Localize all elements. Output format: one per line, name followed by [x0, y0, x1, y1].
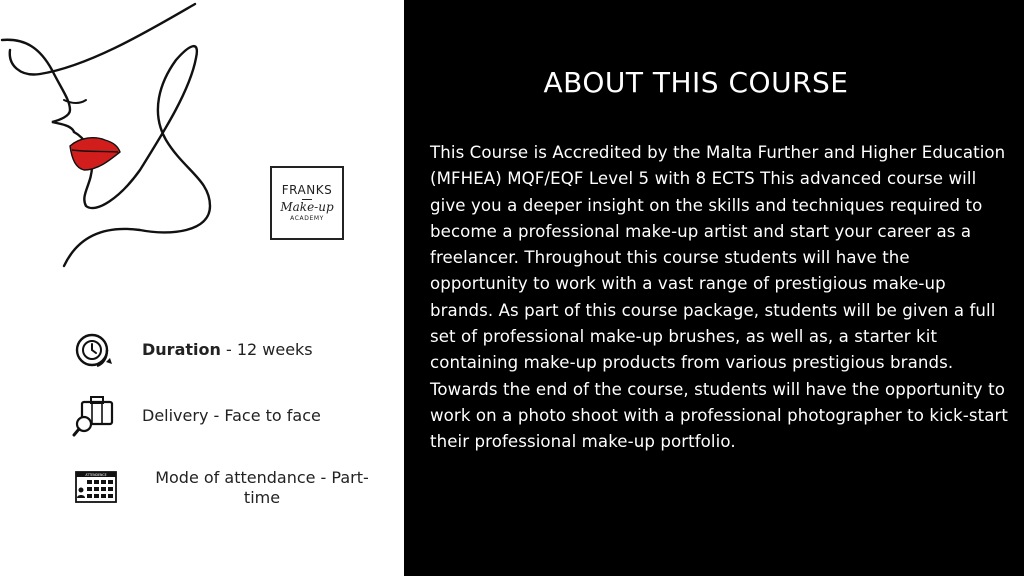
course-description: This Course is Accredited by the Malta Further and Higher Education (MFHEA) MQF/EQF Level 5 with 8 ECTS This advanced course will give you a deeper insight on the skills and techniques required to become a professional make-up artist and start your career as a freelancer. Throughout this course students will have the opportunity to work with a vast range of prestigious make-up brands. As part of this course package, students will be given a full set of professional make-up brushes, as well as, a starter kit containing make-up products from various prestigious brands. Towards the end of the course, students will have the opportunity to work on a photo shoot with a professional photographer to kick-start their professional make-up portfolio. [430, 143, 1009, 452]
delivery-value: - Face to face [208, 406, 321, 425]
attendance-label: Mode of attendance [155, 468, 316, 487]
clock-cycle-icon [70, 328, 118, 372]
attendance-text [142, 468, 382, 508]
attendance-calendar-icon [70, 466, 118, 510]
red-lips-shape [70, 138, 120, 170]
attendance-row [70, 466, 382, 510]
briefcase-search-icon [70, 394, 118, 438]
duration-label: Duration [142, 340, 221, 359]
logo-brand-text: FRANKS [281, 183, 333, 197]
course-info-panel [404, 0, 1024, 576]
logo-script-text: Make-up [280, 200, 334, 214]
delivery-label: Delivery [142, 406, 209, 425]
left-panel [0, 0, 404, 576]
franks-makeup-academy-logo [270, 166, 344, 240]
course-title: ABOUT THIS COURSE [543, 66, 849, 99]
duration-row [70, 328, 313, 372]
attendance-value: - Part-time [243, 468, 369, 507]
calendar-header-text: ATTENDENCE [85, 473, 107, 477]
duration-value: - 12 weeks [220, 340, 313, 359]
logo-sub-text: ACADEMY [290, 215, 324, 222]
duration-text [142, 340, 313, 360]
delivery-text [142, 406, 321, 426]
face-line-art-illustration [0, 0, 240, 270]
delivery-row [70, 394, 321, 438]
